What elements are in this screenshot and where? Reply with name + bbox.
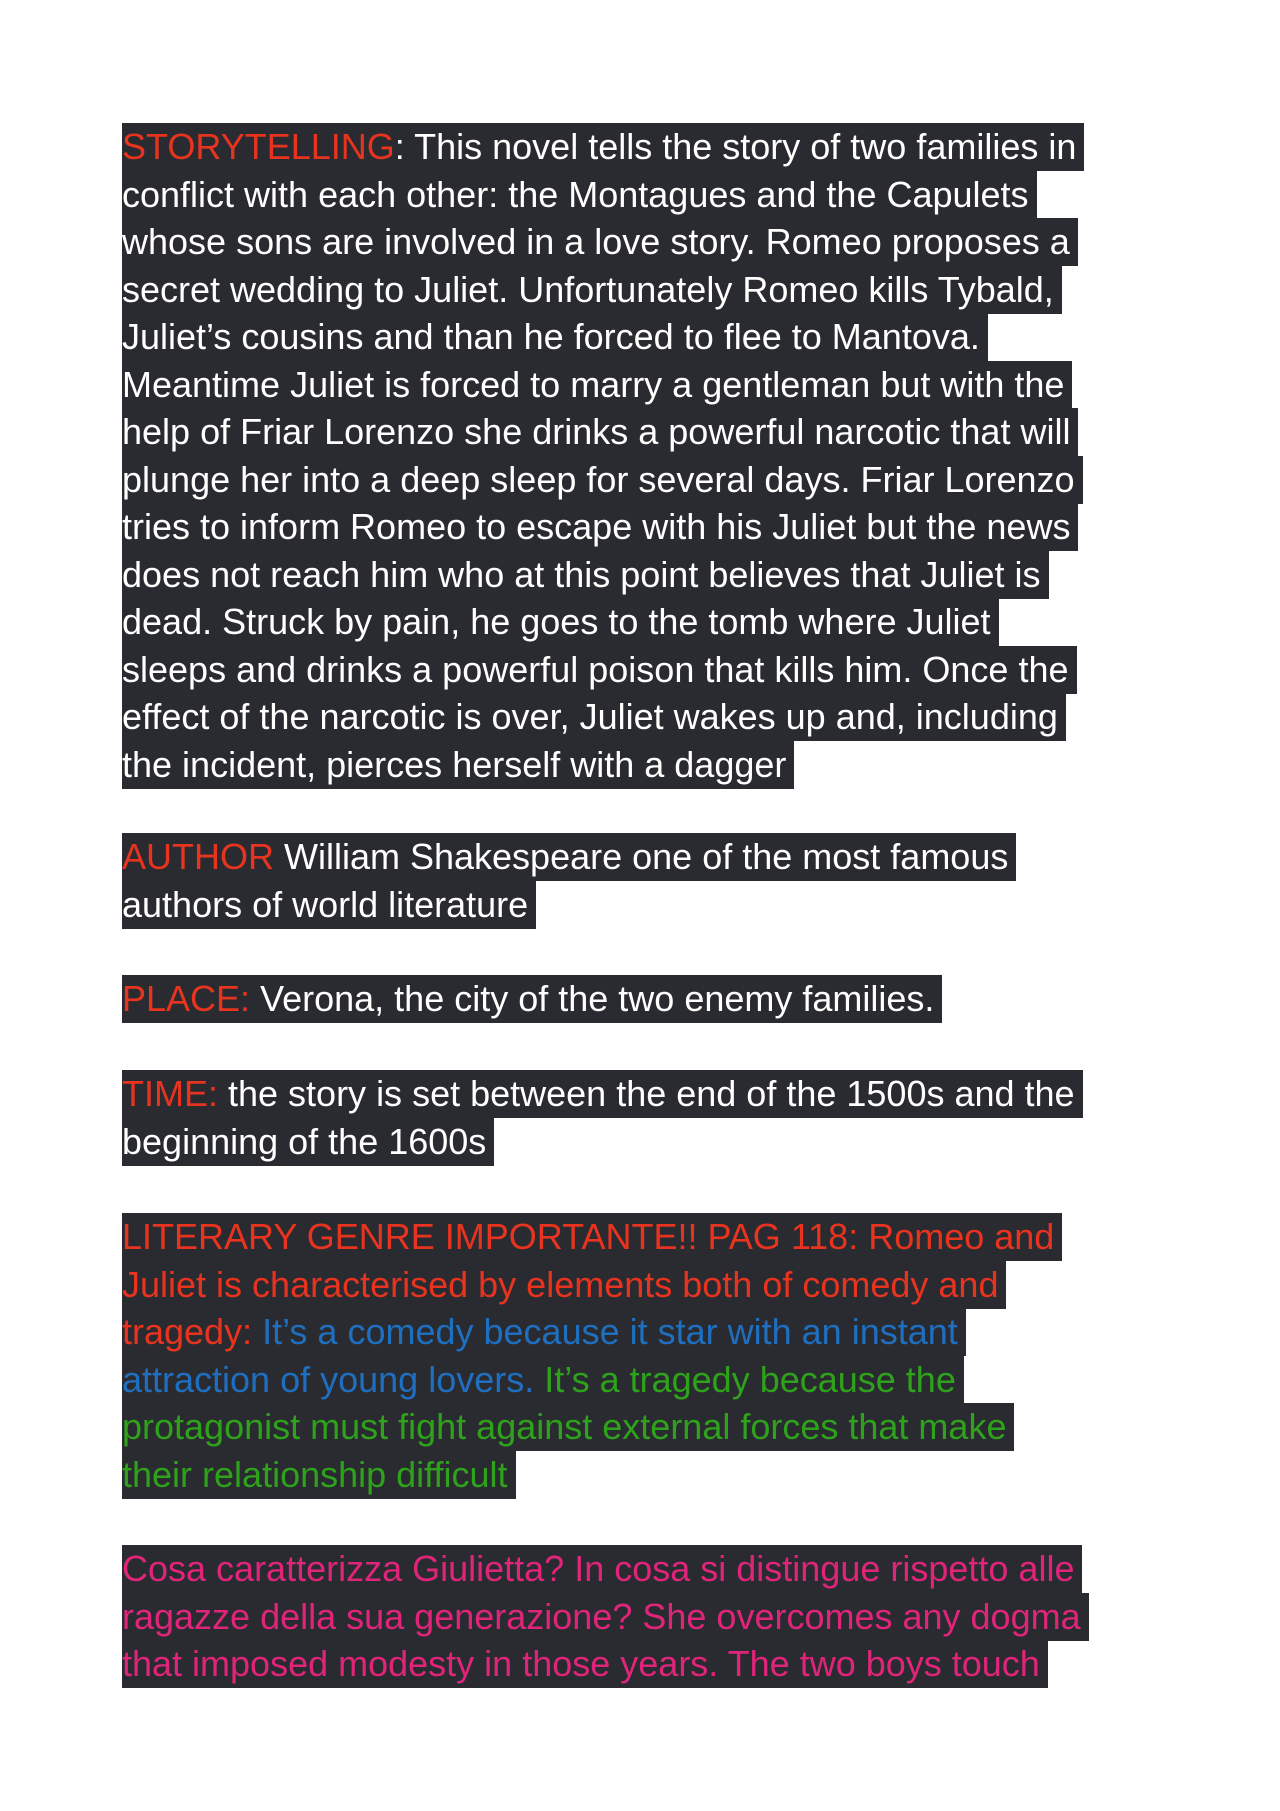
text-segment: attraction of young lovers. [122,1359,535,1400]
text-line [122,1593,1089,1641]
text-segment: plunge her into a deep sleep for several days. Friar Lorenzo [122,459,1075,500]
text-segment: dead. Struck by pain, he goes to the tomb where Juliet [122,601,991,642]
text-line [122,171,1037,219]
text-segment: authors of world literature [122,884,529,925]
text-segment: their relationship difficult [122,1454,508,1495]
text-line [122,408,1078,456]
text-line [122,1545,1082,1593]
text-segment: protagonist must fight against external forces that make [122,1406,1007,1447]
text-segment: Juliet’s cousins and than he forced to flee to Mantova. [122,316,980,357]
text-line [122,551,1049,599]
text-line [122,693,1066,741]
text-line [122,1356,964,1404]
text-segment: whose sons are involved in a love story. Romeo proposes a [122,221,1070,262]
text-segment: the incident, pierces herself with a dagger [122,744,787,785]
text-line [122,646,1077,694]
text-segment: STORYTELLING [122,126,395,167]
text-line [122,361,1072,409]
text-segment: AUTHOR [122,836,274,877]
text-segment: It’s a comedy because it star with an instant [252,1311,958,1352]
text-line [122,1261,1006,1309]
text-segment: Juliet is characterised by elements both of comedy and [122,1264,999,1305]
text-segment: conflict with each other: the Montagues and the Capulets [122,174,1029,215]
text-segment: TIME: [122,1073,218,1114]
text-segment: does not reach him who at this point believes that Juliet is [122,554,1041,595]
text-line [122,1213,1062,1261]
text-segment: Verona, the city of the two enemy families. [250,978,935,1019]
text-line [122,741,794,789]
text-segment: ragazze della sua generazione? She overcomes any dogma [122,1596,1081,1637]
text-segment: tries to inform Romeo to escape with his Juliet but the news [122,506,1071,547]
text-line [122,123,1084,171]
text-segment: : This novel tells the story of two families in [394,126,1077,167]
text-segment: effect of the narcotic is over, Juliet wakes up and, including [122,696,1058,737]
text-line [122,1451,516,1499]
text-segment: PLACE: [122,978,251,1019]
text-line [122,1118,494,1166]
text-segment: beginning of the 1600s [122,1121,487,1162]
text-segment: Cosa caratterizza Giulietta? In cosa si distingue rispetto alle [122,1548,1075,1589]
text-segment: that imposed modesty in those years. The two boys touch [122,1643,1040,1684]
text-line [122,598,999,646]
text-line [122,975,942,1023]
text-segment: help of Friar Lorenzo she drinks a powerful narcotic that will [122,411,1071,452]
text-segment: sleeps and drinks a powerful poison that kills him. Once the [122,649,1069,690]
text-line [122,1070,1083,1118]
text-line [122,1308,966,1356]
text-segment: tragedy: [122,1311,253,1352]
text-line [122,456,1083,504]
text-segment: secret wedding to Juliet. Unfortunately Romeo kills Tybald, [122,269,1054,310]
text-line [122,833,1016,881]
text-segment: the story is set between the end of the 1500s and the [218,1073,1075,1114]
text-line [122,503,1078,551]
text-segment: William Shakespeare one of the most famous [274,836,1009,877]
text-segment: LITERARY GENRE IMPORTANTE!! PAG 118: Romeo and [122,1216,1055,1257]
text-line [122,313,988,361]
text-line [122,1403,1014,1451]
text-line [122,218,1078,266]
text-line [122,1640,1048,1688]
text-line [122,881,536,929]
text-segment: It’s a tragedy because the [534,1359,956,1400]
text-line [122,266,1062,314]
text-segment: Meantime Juliet is forced to marry a gentleman but with the [122,364,1065,405]
